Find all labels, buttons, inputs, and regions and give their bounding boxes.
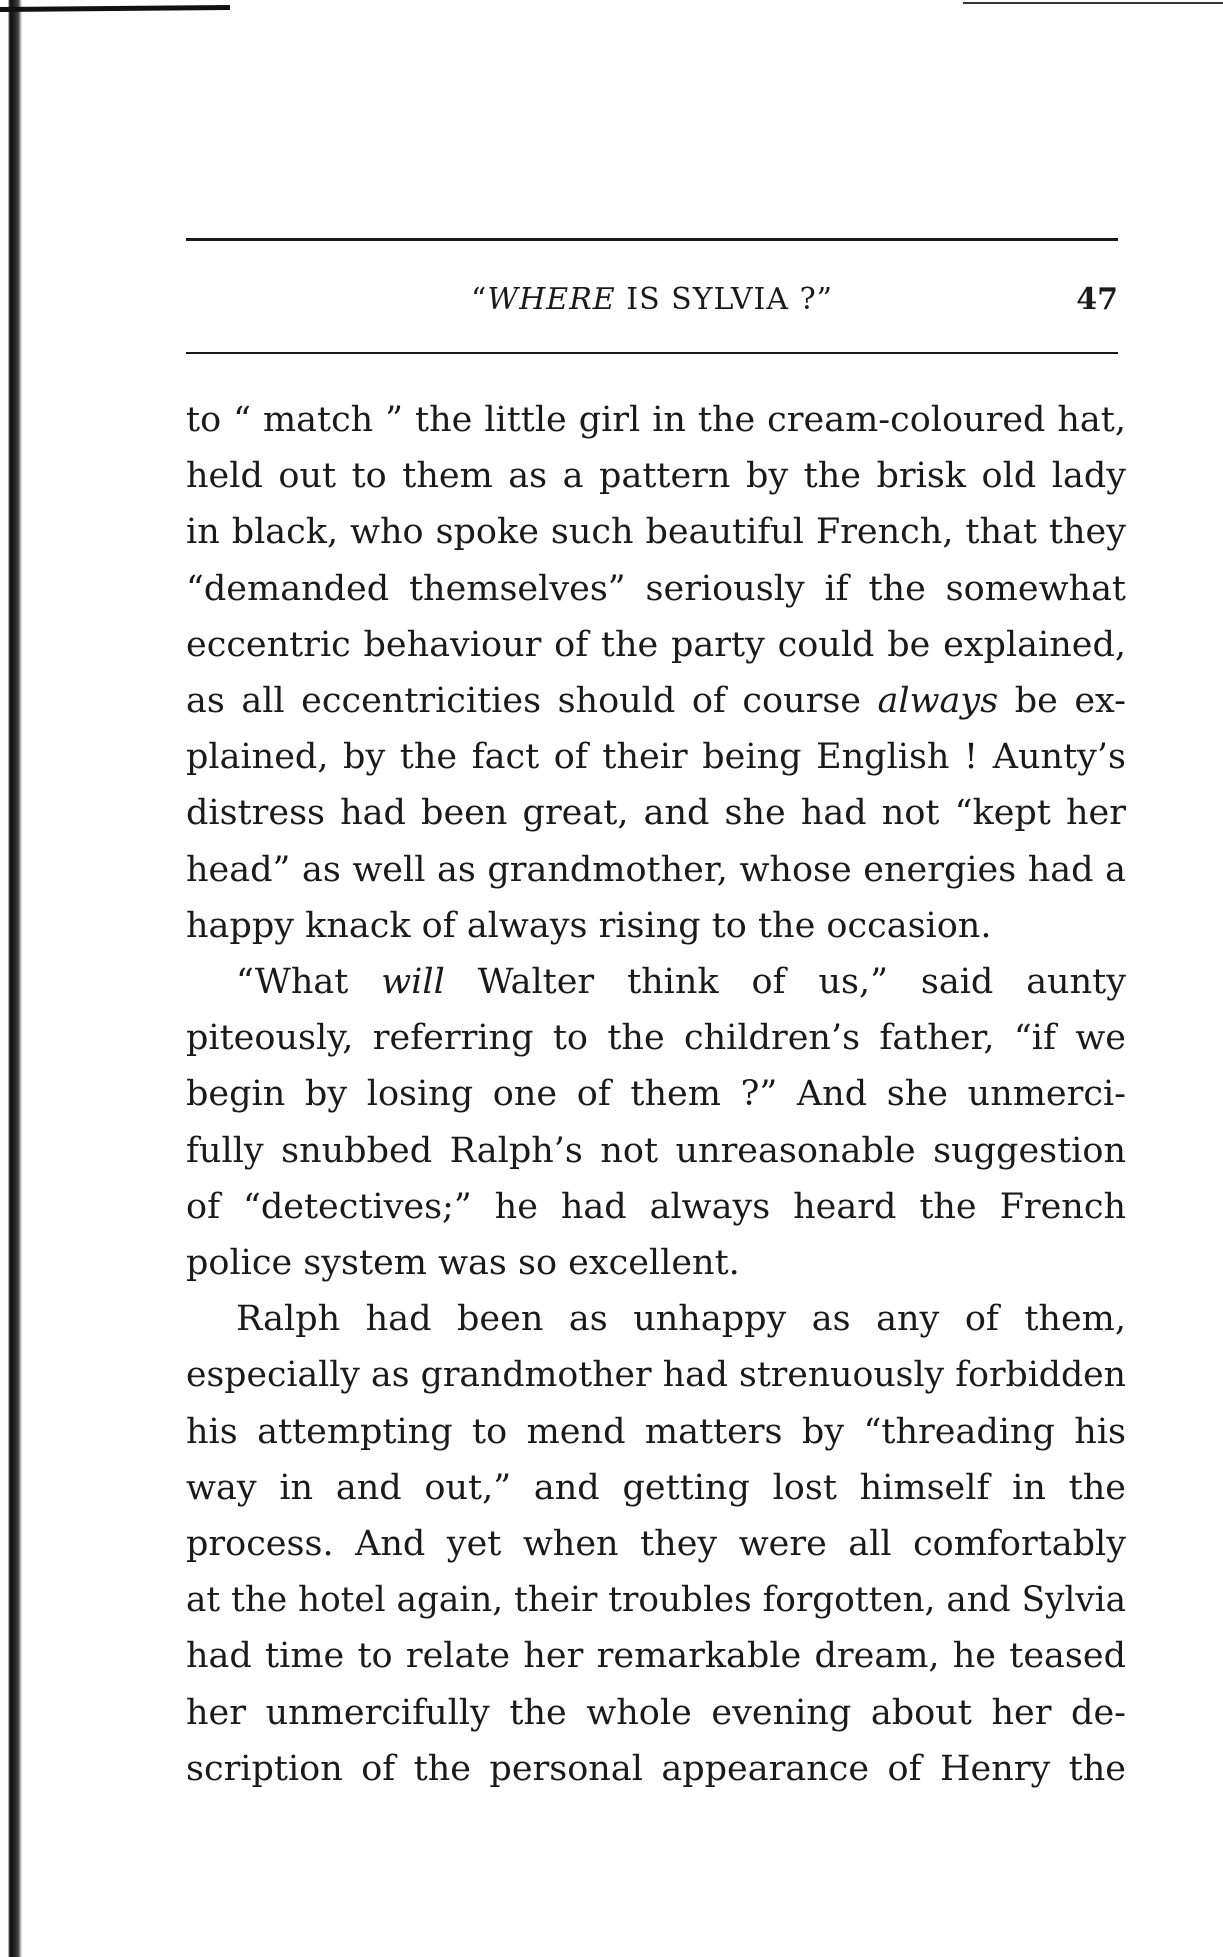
header-rule-bottom <box>186 352 1118 354</box>
paragraph-2 <box>186 954 1126 1291</box>
body-text <box>186 392 1126 1797</box>
page-edge-top-left <box>0 5 230 12</box>
text-line: in black, who spoke such beautiful French, that they <box>186 512 1126 553</box>
paragraph-1 <box>186 392 1126 954</box>
text-line: held out to them as a pattern by the brisk old lady <box>186 456 1126 497</box>
page-number: 47 <box>1076 282 1118 317</box>
text-line: had time to relate her remarkable dream, he teased <box>186 1636 1126 1677</box>
page-edge-top-right <box>963 2 1223 4</box>
text-line: Ralph had been as unhappy as any of them, <box>236 1299 1126 1340</box>
text-line: distress had been great, and she had not “kept her <box>186 793 1126 834</box>
text-line: his attempting to mend matters by “threading his <box>186 1411 1126 1452</box>
text-line: begin by losing one of them ?” And she unmerci- <box>186 1074 1126 1115</box>
text-line: process. And yet when they were all comfortably <box>186 1524 1126 1565</box>
running-head <box>186 282 1118 326</box>
running-title-prefix: “ <box>470 282 488 317</box>
text-line: plained, by the fact of their being English ! Aunty’s <box>186 737 1126 778</box>
running-title-italic: WHERE <box>487 282 616 317</box>
text-line: piteously, referring to the children’s father, “if we <box>186 1018 1126 1059</box>
running-title <box>186 282 1118 317</box>
text-line: fully snubbed Ralph’s not unreasonable suggestion <box>186 1130 1126 1171</box>
header-rule-top <box>186 238 1118 241</box>
text-line: to “ match ” the little girl in the cream-coloured hat, <box>186 400 1126 440</box>
text-line: way in and out,” and getting lost himself in the <box>186 1467 1126 1508</box>
text-line: especially as grandmother had strenuously forbidden <box>186 1355 1126 1396</box>
text-line: “demanded themselves” seriously if the somewhat <box>186 568 1126 609</box>
text-line: eccentric behaviour of the party could be explained, <box>186 624 1126 665</box>
text-line: as all eccentricities should of course always be ex- <box>186 681 1126 722</box>
text-line: at the hotel again, their troubles forgotten, and Sylvia <box>186 1580 1126 1621</box>
text-line: “What will Walter think of us,” said aunty <box>236 962 1126 1003</box>
text-line: her unmercifully the whole evening about her de- <box>186 1692 1126 1733</box>
text-line: head” as well as grandmother, whose energies had a <box>186 849 1126 890</box>
text-line: of “detectives;” he had always heard the French <box>186 1186 1126 1227</box>
paragraph-3 <box>186 1291 1126 1797</box>
running-title-rest: IS SYLVIA ?” <box>615 282 834 317</box>
text-line: police system was so excellent. <box>186 1243 740 1284</box>
book-spine-shadow <box>0 0 26 1957</box>
text-line: happy knack of always rising to the occasion. <box>186 905 992 946</box>
text-line: scription of the personal appearance of Henry the <box>186 1748 1126 1789</box>
